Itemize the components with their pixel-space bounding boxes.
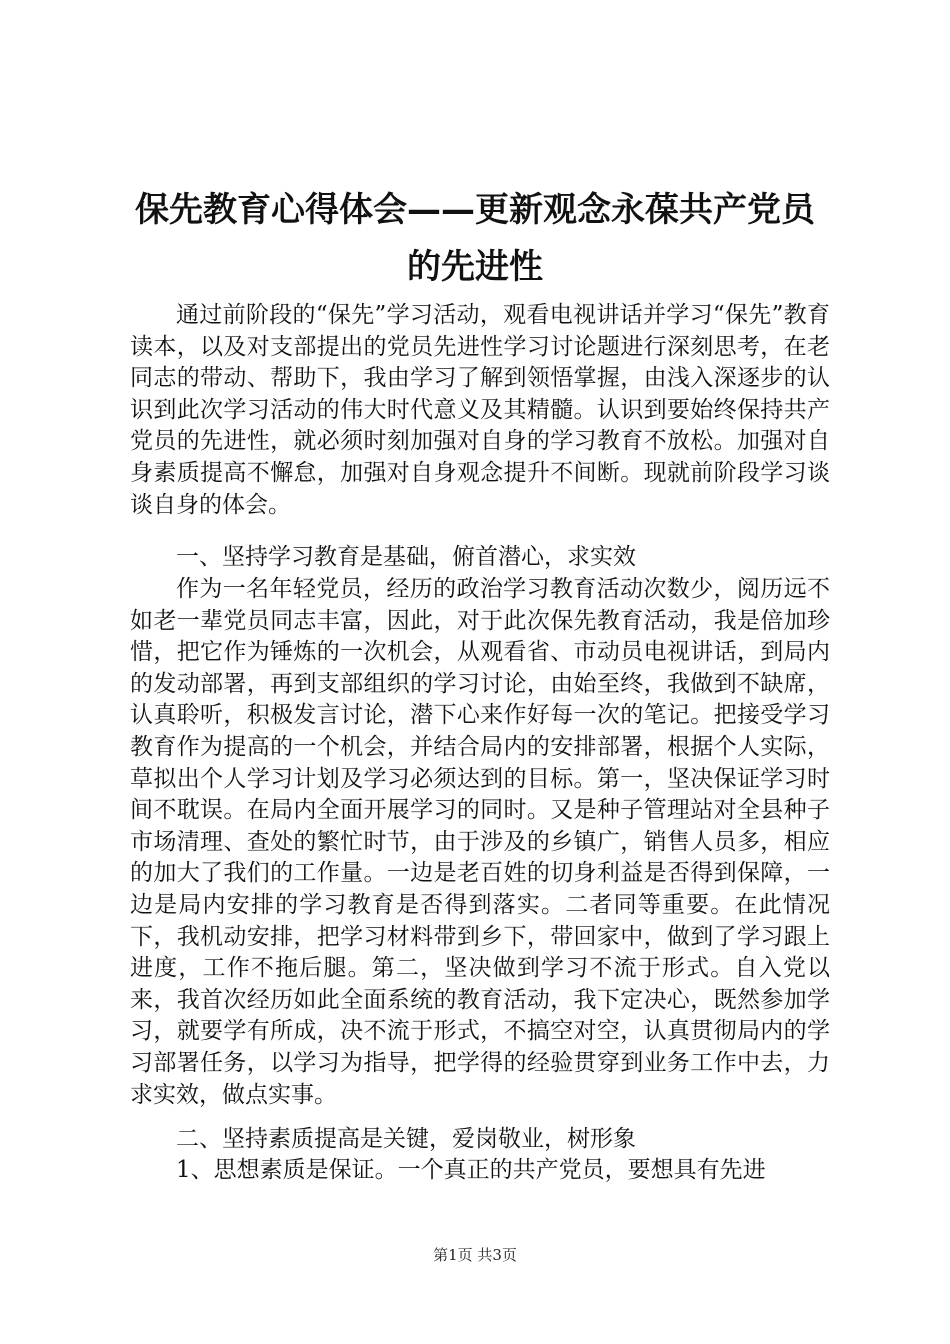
document-title: 保先教育心得体会——更新观念永葆共产党员的先进性 [135,190,815,287]
section-heading-2 [130,1124,830,1156]
section-heading-1 [130,542,830,574]
paragraph-text: 作为一名年轻党员，经历的政治学习教育活动次数少，阅历远不如老一辈党员同志丰富，因此，对于此次保先教育活动，我是倍加珍惜，把它作为锤炼的一次机会，从观看省、市动员电视讲话，到局内的发动部署，再到支部组织的学习讨论，由始至终，我做到不缺席，认真聆听，积极发言讨论，潜下心来作好每一次的笔记。把接受学习教育作为提高的一个机会，并结合局内的安排部署，根据个人实际，草拟出个人学习计划及学习必须达到的目标。第一，坚决保证学习时间不耽误。在局内全面开展学习的同时。又是种子管理站对全县种子市场清理、查处的繁忙时节，由于涉及的乡镇广，销售人员多，相应的加大了我们的工作量。一边是老百姓的切身利益是否得到保障，一边是局内安排的学习教育是否得到落实。二者同等重要。在此情况下，我机动安排，把学习材料带到乡下，带回家中，做到了学习跟上进度，工作不拖后腿。第二，坚决做到学习不流于形式。自入党以来，我首次经历如此全面系统的教育活动，我下定决心，既然参加学习，就要学有所成，决不流于形式，不搞空对空，认真贯彻局内的学习部署任务，以学习为指导，把学得的经验贯穿到业务工作中去，力求实效，做点实事。 [130,576,830,1108]
paragraph-text: 通过前阶段的“保先”学习活动，观看电视讲话并学习“保先”教育读本，以及对支部提出的党员先进性学习讨论题进行深刻思考，在老同志的带动、帮助下，我由学习了解到领悟掌握，由浅入深逐步的认识到此次学习活动的伟大时代意义及其精髓。认识到要始终保持共产党员的先进性，就必须时刻加强对自身的学习教育不放松。加强对自身素质提高不懈怠，加强对自身观念提升不间断。现就前阶段学习谈谈自身的体会。 [130,302,830,518]
paragraph-section-1 [130,574,830,1111]
page-footer: 第1页 共3页 [433,1246,517,1264]
paragraph-section-2 [130,1155,830,1187]
heading-text: 一、坚持学习教育是基础，俯首潜心，求实效 [176,544,636,570]
paragraph-intro [130,300,830,521]
heading-text: 二、坚持素质提高是关键，爱岗敬业，树形象 [176,1126,636,1152]
paragraph-text: 1、思想素质是保证。一个真正的共产党员，要想具有先进 [176,1157,766,1183]
